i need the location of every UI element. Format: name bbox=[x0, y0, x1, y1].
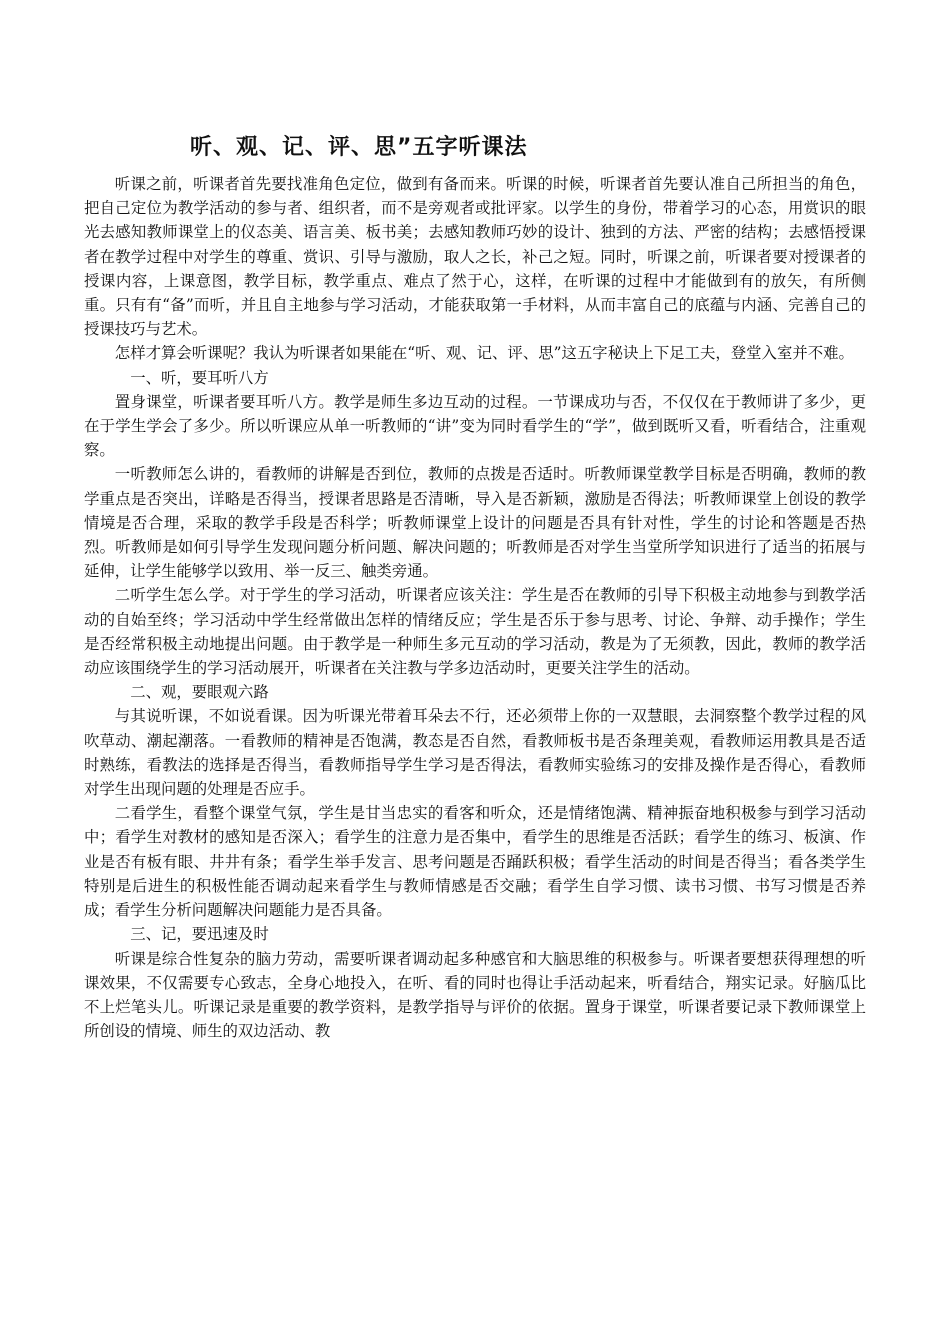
paragraph-observe-students: 二看学生，看整个课堂气氛，学生是甘当忠实的看客和听众，还是情绪饱满、精神振奋地积极参与到学习活动中；看学生对教材的感知是否深入；看学生的注意力是否集中，看学生的思维是否活跃；看学生的练习、板演、作业是否有板有眼、井井有条；看学生举手发言、思考问题是否踊跃积极；看学生活动的时间是否得当；看各类学生特别是后进生的积极性能否调动起来看学生与教师情感是否交融；看学生自学习惯、读书习惯、书写习惯是否养成；看学生分析问题解决问题能力是否具备。 bbox=[84, 804, 866, 920]
paragraph-listen-intro: 置身课堂，听课者要耳听八方。教学是师生多边互动的过程。一节课成功与否，不仅仅在于教师讲了多少，更在于学生学会了多少。所以听课应从单一听教师的“讲”变为同时看学生的“学”，做到既听又看，听看结合，注重观察。 bbox=[84, 392, 866, 460]
paragraph-five-word-secret: 怎样才算会听课呢？我认为听课者如果能在“听、观、记、评、思”这五字秘诀上下足工夫，登堂入室并不难。 bbox=[114, 344, 854, 363]
section-heading-record: 三、记，要迅速及时 bbox=[130, 925, 269, 944]
document-page bbox=[84, 128, 866, 1043]
document-title: 听、观、记、评、思”五字听课法 bbox=[190, 135, 528, 160]
paragraph-observe-teacher: 与其说听课，不如说看课。因为听课光带着耳朵去不行，还必须带上你的一双慧眼，去洞察整个教学过程的风吹草动、潮起潮落。一看教师的精神是否饱满，教态是否自然，看教师板书是否条理美观，看教师运用教具是否适时熟练，看教法的选择是否得当，看教师指导学生学习是否得法，看教师实验练习的安排及操作是否得心，看教师对学生出现问题的处理是否应手。 bbox=[84, 707, 866, 799]
section-heading-observe: 二、观，要眼观六路 bbox=[130, 683, 269, 702]
section-heading-listen: 一、听，要耳听八方 bbox=[130, 368, 269, 387]
paragraph-role-positioning: 听课之前，听课者首先要找准角色定位，做到有备而来。听课的时候，听课者首先要认准自己所担当的角色，把自己定位为教学活动的参与者、组织者，而不是旁观者或批评家。以学生的身份，带着学习的心态，用赏识的眼光去感知教师课堂上的仪态美、语言美、板书美；去感知教师巧妙的设计、独到的方法、严密的结构；去感悟授课者在教学过程中对学生的尊重、赏识、引导与激励，取人之长，补己之短。同时，听课之前，听课者要对授课者的授课内容，上课意图，教学目标，教学重点、难点了然于心，这样，在听课的过程中才能做到有的放矢，有所侧重。只有有“备”而听，并且自主地参与学习活动，才能获取第一手材料，从而丰富自己的底蕴与内涵、完善自己的授课技巧与艺术。 bbox=[84, 175, 866, 339]
paragraph-record: 听课是综合性复杂的脑力劳动，需要听课者调动起多种感官和大脑思维的积极参与。听课者要想获得理想的听课效果，不仅需要专心致志，全身心地投入，在听、看的同时也得让手活动起来，听看结合，翔实记录。好脑瓜比不上烂笔头儿。听课记录是重要的教学资料，是教学指导与评价的依据。置身于课堂，听课者要记录下教师课堂上所创设的情境、师生的双边活动、教 bbox=[84, 949, 866, 1041]
paragraph-listen-students: 二听学生怎么学。对于学生的学习活动，听课者应该关注：学生是否在教师的引导下积极主动地参与到教学活动的自始至终；学习活动中学生经常做出怎样的情绪反应；学生是否乐于参与思考、讨论、争辩、动手操作；学生是否经常积极主动地提出问题。由于教学是一种师生多元互动的学习活动，教是为了无须教，因此，教师的教学活动应该围绕学生的学习活动展开，听课者在关注教与学多边活动时，更要关注学生的活动。 bbox=[84, 586, 866, 678]
paragraph-listen-teacher: 一听教师怎么讲的，看教师的讲解是否到位，教师的点拨是否适时。听教师课堂教学目标是否明确，教师的教学重点是否突出，详略是否得当，授课者思路是否清晰，导入是否新颖，激励是否得法；听教师课堂上创设的教学情境是否合理，采取的教学手段是否科学；听教师课堂上设计的问题是否具有针对性，学生的讨论和答题是否热烈。听教师是如何引导学生发现问题分析问题、解决问题的；听教师是否对学生当堂所学知识进行了适当的拓展与延伸，让学生能够学以致用、举一反三、触类旁通。 bbox=[84, 465, 866, 581]
